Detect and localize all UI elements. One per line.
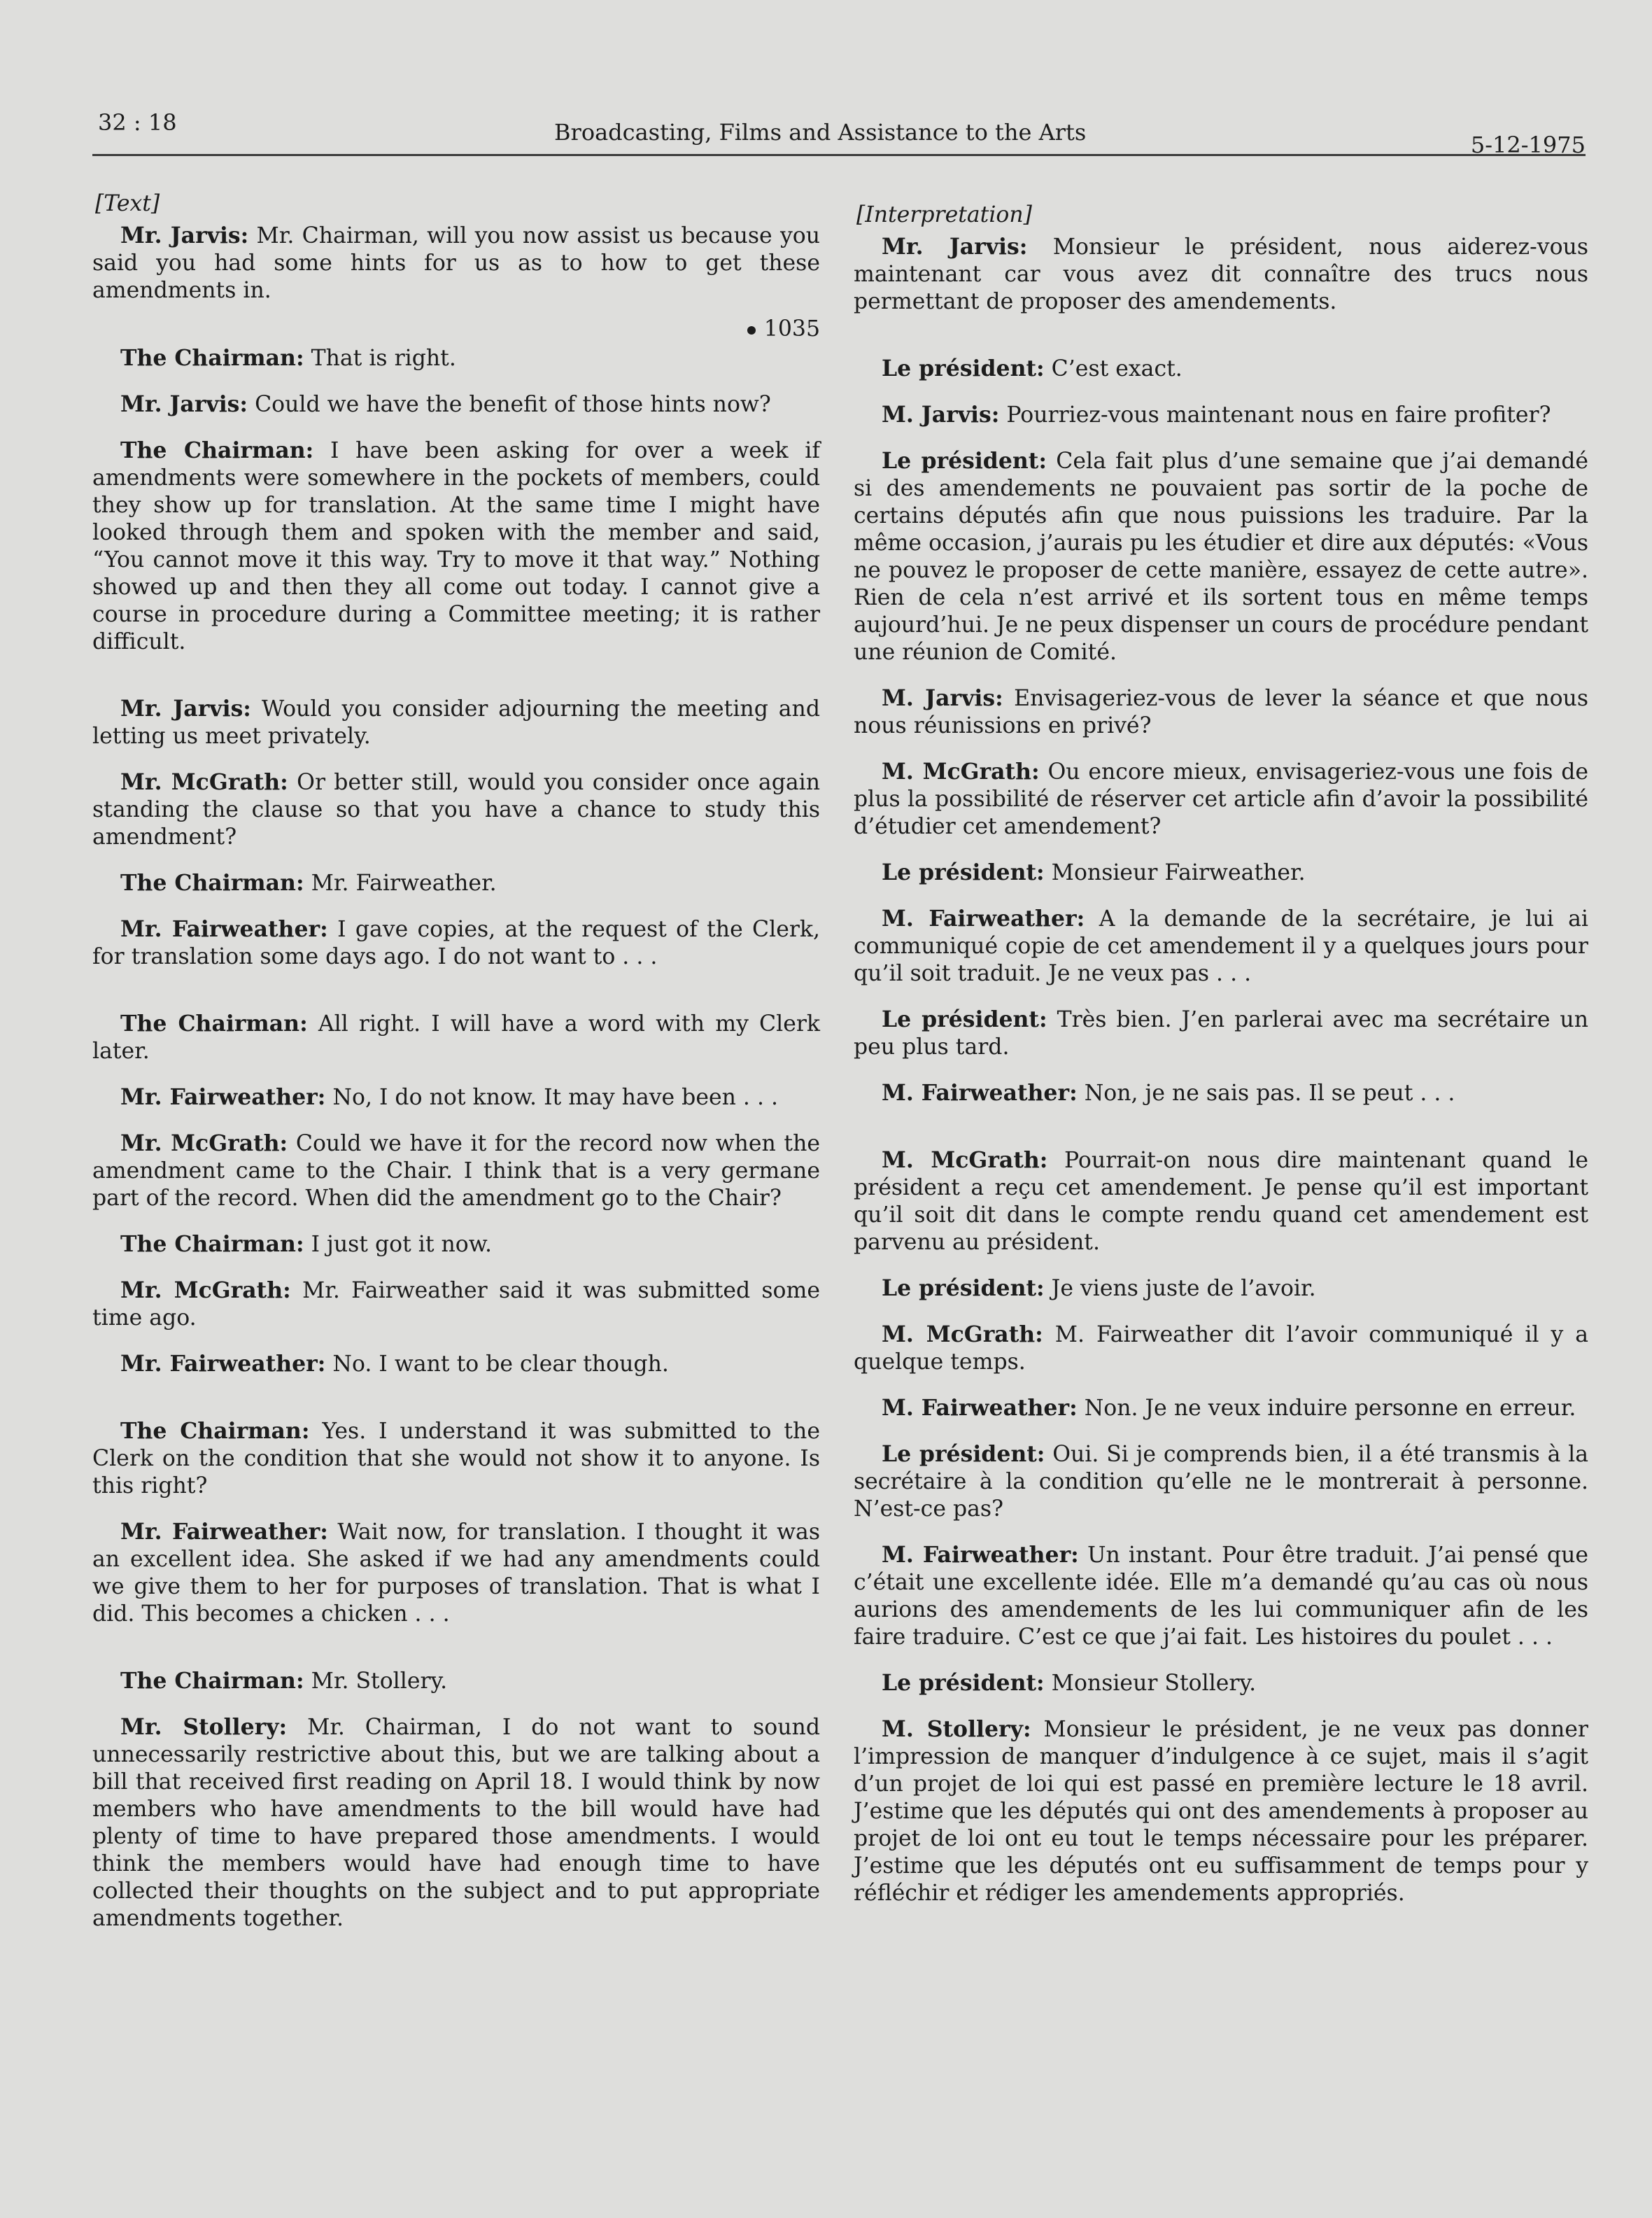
speaker-name: The Chairman:: [120, 870, 304, 896]
speech-text: Un instant. Pour être traduit. J’ai pensé que c’était une excellente idée. Elle m’a demandé qu’au cas où nous aurions des amendements de les lui communiquer afin de les faire traduire. C’est ce que j’ai fait. Les histoires du poulet . . .: [854, 1543, 1589, 1650]
speech-text: Très bien. J’en parlerai avec ma secrétaire un peu plus tard.: [854, 1007, 1588, 1060]
speech-text: Monsieur Stollery.: [1044, 1671, 1257, 1696]
transcript-paragraph: [854, 685, 1588, 740]
speech-text: Mr. Fairweather said it was submitted some time ago.: [92, 1278, 821, 1331]
section-label-text: [Text]: [95, 191, 160, 216]
page-header: [92, 105, 1586, 156]
speech-text: Monsieur Fairweather.: [1044, 860, 1306, 885]
transcript-paragraph: [854, 758, 1588, 841]
transcript-paragraph: [854, 1275, 1588, 1303]
speaker-name: M. McGrath:: [882, 1147, 1048, 1173]
page-number: 32 : 18: [98, 109, 177, 136]
speaker-name: Mr. Jarvis:: [120, 391, 248, 417]
transcript-paragraph: [92, 768, 820, 851]
speech-text: Je viens juste de l’avoir.: [1044, 1276, 1316, 1301]
section-label-interpretation: [Interpretation]: [856, 202, 1032, 227]
speaker-name: Le président:: [882, 1670, 1045, 1696]
speech-text: Monsieur le président, nous aiderez-vous maintenant car vous avez dit connaître des trucs nous permettant de proposer des amendements.: [854, 234, 1588, 314]
english-column: [92, 190, 820, 2080]
speech-text: Could we have it for the record now when the amendment came to the Chair. I think that is a very germane part of the record. When did the amendment go to the Chair?: [92, 1131, 821, 1211]
transcript-paragraph: [854, 905, 1588, 988]
speaker-name: Mr. Fairweather:: [120, 1351, 326, 1377]
transcript-paragraph: [92, 695, 820, 750]
speaker-name: Mr. Fairweather:: [120, 916, 328, 942]
speaker-name: M. Fairweather:: [882, 906, 1085, 932]
transcript-paragraph: [92, 1667, 820, 1695]
speech-text: All right. I will have a word with my Clerk later.: [92, 1011, 820, 1064]
transcript-paragraph: [92, 437, 820, 656]
speaker-name: Mr. Stollery:: [120, 1714, 288, 1740]
speech-text: I just got it now.: [304, 1232, 492, 1257]
speaker-name: Mr. Jarvis:: [120, 696, 251, 722]
speech-text: Cela fait plus d’une semaine que j’ai demandé si des amendements ne pouvaient pas sortir de la poche de certains députés afin que nous puissions les traduire. Par la même occasion, j’aurais pu les étudier et dire aux députés: «Vous ne pouvez le proposer de cette manière, essayez de cette autre». Rien de cela n’est arrivé et ils sortent tous en même temps aujourd’hui. Je ne peux dispenser un cours de procédure pendant une réunion de Comité.: [854, 449, 1588, 665]
french-column: [854, 202, 1588, 2091]
speech-text: Ou encore mieux, envisageriez-vous une fois de plus la possibilité de réserver cet article afin d’avoir la possibilité d’étudier cet amendement?: [854, 759, 1588, 839]
speech-text: Envisageriez-vous de lever la séance et que nous nous réunissions en privé?: [854, 686, 1588, 738]
speaker-name: M. Fairweather:: [882, 1542, 1079, 1568]
transcript-paragraph: [92, 1230, 820, 1258]
speech-text: I gave copies, at the request of the Clerk, for translation some days ago. I do not want to . . .: [92, 917, 821, 969]
transcript-paragraph: [854, 1146, 1588, 1256]
header-date: 5-12-1975: [1470, 132, 1586, 158]
speaker-name: Mr. Jarvis:: [882, 234, 1028, 260]
transcript-paragraph: [854, 859, 1588, 887]
transcript-paragraph: [854, 1541, 1588, 1651]
transcript-paragraph: [92, 344, 820, 372]
speech-text: Mr. Fairweather.: [304, 871, 497, 896]
bullet-icon: [747, 326, 756, 335]
speech-text: Pourrait-on nous dire maintenant quand le président a reçu cet amendement. Je pense qu’il est important qu’il soit dit dans le compte rendu quand cet amendement est parvenu au président.: [854, 1148, 1589, 1255]
speech-text: Monsieur le président, je ne veux pas donner l’impression de manquer d’indulgence à ce sujet, mais il s’agit d’un projet de loi qui est passé en première lecture le 18 avril. J’estime que les députés qui ont des amendements à proposer au projet de loi ont eu tout le temps nécessaire pour les préparer. J’estime que les députés ont eu suffisamment de temps pour y réfléchir et rédiger les amendements appropriés.: [854, 1717, 1588, 1906]
time-marker-value: 1035: [763, 316, 820, 342]
speaker-name: M. Fairweather:: [882, 1395, 1078, 1421]
speaker-name: The Chairman:: [120, 437, 314, 463]
speaker-name: The Chairman:: [120, 345, 304, 371]
speaker-name: M. Stollery:: [882, 1716, 1031, 1742]
speech-text: Non, je ne sais pas. Il se peut . . .: [1077, 1081, 1455, 1106]
transcript-paragraph: [92, 1010, 820, 1065]
transcript-paragraph: [92, 1350, 820, 1378]
transcript-paragraph: [854, 1669, 1588, 1697]
speech-text: Yes. I understand it was submitted to the Clerk on the condition that she would not show it to anyone. Is this right?: [92, 1419, 820, 1498]
speaker-name: Le président:: [882, 448, 1047, 474]
speaker-name: The Chairman:: [120, 1418, 310, 1444]
speaker-name: Le président:: [882, 1006, 1047, 1032]
speech-text: That is right.: [304, 346, 456, 371]
transcript-paragraph: [854, 233, 1588, 316]
speaker-name: Mr. Jarvis:: [120, 223, 249, 248]
speech-text: A la demande de la secrétaire, je lui ai communiqué copie de cet amendement il y a quelques jours pour qu’il soit traduit. Je ne veux pas . . .: [854, 906, 1588, 986]
transcript-paragraph: [92, 1130, 820, 1212]
speaker-name: Mr. Fairweather:: [120, 1519, 328, 1545]
speech-text: Or better still, would you consider once again standing the clause so that you have a chance to study this amendment?: [92, 770, 820, 850]
speech-text: I have been asking for over a week if amendments were somewhere in the pockets of members, could they show up for translation. At the same time I might have looked through them and spoken with the member and said, “You cannot move it this way. Try to move it that way.” Nothing showed up and then they all come out today. I cannot give a course in procedure during a Committee meeting; it is rather difficult.: [92, 438, 820, 654]
transcript-paragraph: [854, 1394, 1588, 1422]
transcript-paragraph: [92, 1417, 820, 1500]
speaker-name: M. Jarvis:: [882, 685, 1003, 711]
speech-text: C’est exact.: [1044, 356, 1182, 381]
speech-text: No. I want to be clear though.: [325, 1352, 669, 1377]
speech-text: Mr. Stollery.: [304, 1669, 448, 1694]
transcript-paragraph: [854, 1321, 1588, 1376]
speech-text: Wait now, for translation. I thought it was an excellent idea. She asked if we had any amendments could we give them to her for purposes of translation. That is what I did. This becomes a chicken . . .: [92, 1519, 821, 1627]
publication-title: Broadcasting, Films and Assistance to the Arts: [554, 119, 1087, 146]
transcript-paragraph: [92, 869, 820, 897]
transcript-paragraph: [854, 1079, 1588, 1107]
speaker-name: Mr. McGrath:: [120, 1130, 288, 1156]
transcript-paragraph: [854, 401, 1588, 429]
transcript-paragraph: [854, 1715, 1588, 1907]
transcript-paragraph: [854, 355, 1588, 383]
speaker-name: The Chairman:: [120, 1231, 304, 1257]
speech-text: Would you consider adjourning the meeting and letting us meet privately.: [92, 696, 820, 749]
transcript-paragraph: [92, 1518, 820, 1628]
speech-text: M. Fairweather dit l’avoir communiqué il y a quelque temps.: [854, 1322, 1588, 1375]
speech-text: No, I do not know. It may have been . . .: [325, 1085, 778, 1110]
time-marker: [92, 316, 820, 343]
speech-text: Pourriez-vous maintenant nous en faire profiter?: [999, 402, 1551, 428]
speech-text: Could we have the benefit of those hints now?: [248, 392, 771, 417]
transcript-paragraph: [92, 1277, 820, 1332]
speaker-name: M. Fairweather:: [882, 1080, 1078, 1106]
speaker-name: M. McGrath:: [882, 759, 1040, 785]
transcript-paragraph: [92, 1713, 820, 1932]
speaker-name: Mr. McGrath:: [120, 769, 288, 795]
transcript-paragraph: [854, 1006, 1588, 1061]
speaker-name: Le président:: [882, 859, 1045, 885]
transcript-paragraph: [854, 1440, 1588, 1523]
speech-text: Mr. Chairman, I do not want to sound unnecessarily restrictive about this, but we are talking about a bill that received first reading on April 18. I would think by now members who have amendments to the bill would have had plenty of time to have prepared those amendments. I would think the members would have had enough time to have collected their thoughts on the subject and to put appropriate amendments together.: [92, 1715, 820, 1931]
speaker-name: Mr. McGrath:: [120, 1277, 291, 1303]
speaker-name: The Chairman:: [120, 1668, 304, 1694]
speaker-name: The Chairman:: [120, 1011, 308, 1037]
speaker-name: M. McGrath:: [882, 1321, 1043, 1347]
speaker-name: M. Jarvis:: [882, 402, 1000, 428]
transcript-paragraph: [92, 391, 820, 419]
transcript-paragraph: [92, 1083, 820, 1111]
speech-text: Non. Je ne veux induire personne en erreur.: [1077, 1396, 1576, 1421]
speaker-name: Le président:: [882, 1275, 1045, 1301]
speech-text: Mr. Chairman, will you now assist us because you said you had some hints for us as to how to get these amendments in.: [92, 223, 820, 303]
speech-text: Oui. Si je comprends bien, il a été transmis à la secrétaire à la condition qu’elle ne le montrerait à personne. N’est-ce pas?: [854, 1442, 1588, 1522]
speaker-name: Mr. Fairweather:: [120, 1084, 326, 1110]
speaker-name: Le président:: [882, 356, 1045, 381]
transcript-paragraph: [92, 222, 820, 304]
transcript-paragraph: [92, 915, 820, 971]
speaker-name: Le président:: [882, 1441, 1045, 1467]
transcript-paragraph: [854, 447, 1588, 666]
